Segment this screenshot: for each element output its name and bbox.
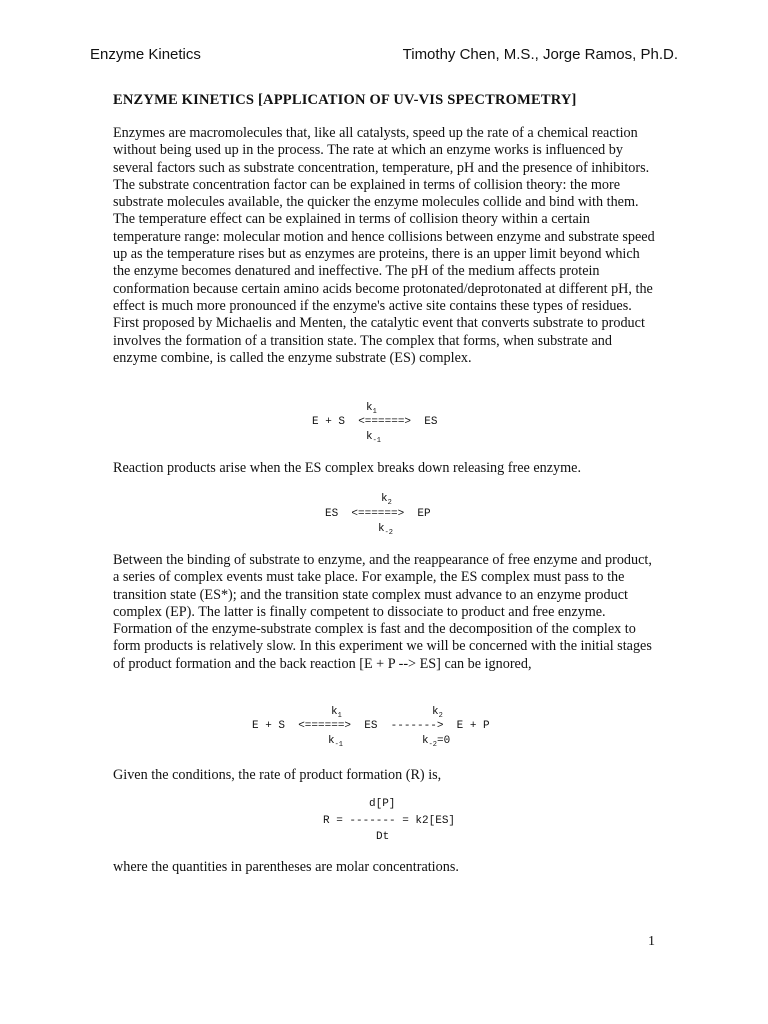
products-paragraph: Reaction products arise when the ES complex breaks down releasing free enzyme.	[113, 460, 582, 476]
header-authors: Timothy Chen, M.S., Jorge Ramos, Ph.D.	[402, 46, 678, 63]
eq4-denominator: Dt	[376, 831, 390, 843]
page-title: ENZYME KINETICS [APPLICATION OF UV-VIS SPECTROMETRY]	[113, 92, 577, 108]
eq2-main: ES <======> EP	[325, 508, 431, 520]
between-section	[113, 552, 658, 673]
intro-section	[113, 125, 658, 367]
eq3-main: E + S <======> ES -------> E + P	[252, 720, 490, 732]
eq3-k1: $k_1$	[331, 706, 342, 720]
eq3-k-minus2: $k_{-2}=0$	[422, 735, 451, 749]
given-paragraph: Given the conditions, the rate of product formation (R) is,	[113, 767, 442, 783]
eq1-main: E + S <======> ES	[312, 416, 438, 428]
header-course-title: Enzyme Kinetics	[90, 46, 201, 63]
eq2-rate-constant-top: $k_2$	[381, 493, 392, 507]
formation-paragraph: Formation of the enzyme-substrate complex is fast and the decomposition of the complex to form products is relatively slow. In this experiment we will be concerned with the initial stages of product formation and the back reaction [E + P --> ES] can be ignored,	[113, 621, 652, 672]
eq2-rate-constant-bottom: $k_{-2}$	[378, 523, 394, 537]
page-number: 1	[648, 934, 655, 949]
eq3-k-minus1: $k_{-1}$	[328, 735, 344, 749]
eq3-k2: $k_2$	[432, 706, 443, 720]
intro-paragraph: Enzymes are macromolecules that, like all catalysts, speed up the rate of a chemical reaction without being used up in the process. The rate at which an enzyme works is influenced by several factors such as substrate concentration, temperature, pH and the presence of inhibitors. The substrate concentration factor can be explained in terms of collision theory: the more substrate molecules available, the quicker the enzyme molecules collide and bind with them. The temperature effect can be explained in terms of collision theory within a certain temperature range: molecular motion and hence collisions between enzyme and substrate speed up as the temperature rises but as enzymes are proteins, there is an upper limit beyond which the enzyme becomes denatured and ineffective. The pH of the medium affects protein conformation because certain amino acids become protonated/deprotonated at different pH, the effect is much more pronounced if the enzyme's active site contains these types of residues.	[113, 125, 655, 314]
where-paragraph: where the quantities in parentheses are molar concentrations.	[113, 859, 459, 875]
between-paragraph: Between the binding of substrate to enzyme, and the reappearance of free enzyme and product, a series of complex events must take place. For example, the ES complex must pass to the transition state (ES*); and the transition state complex must advance to an enzyme product complex (EP). The latter is finally competent to dissociate to product and free enzyme.	[113, 552, 652, 620]
eq4-numerator: d[P]	[369, 798, 396, 810]
eq1-rate-constant-bottom: $k_{-1}$	[366, 431, 382, 445]
michaelis-paragraph: First proposed by Michaelis and Menten, the catalytic event that converts substrate to product involves the formation of a transition state. The complex that forms, when substrate and enzyme combine, is called the enzyme substrate (ES) complex.	[113, 315, 645, 366]
eq1-rate-constant-top: $k_1$	[366, 402, 377, 416]
eq4-main: R = ------- = k2[ES]	[323, 815, 456, 827]
